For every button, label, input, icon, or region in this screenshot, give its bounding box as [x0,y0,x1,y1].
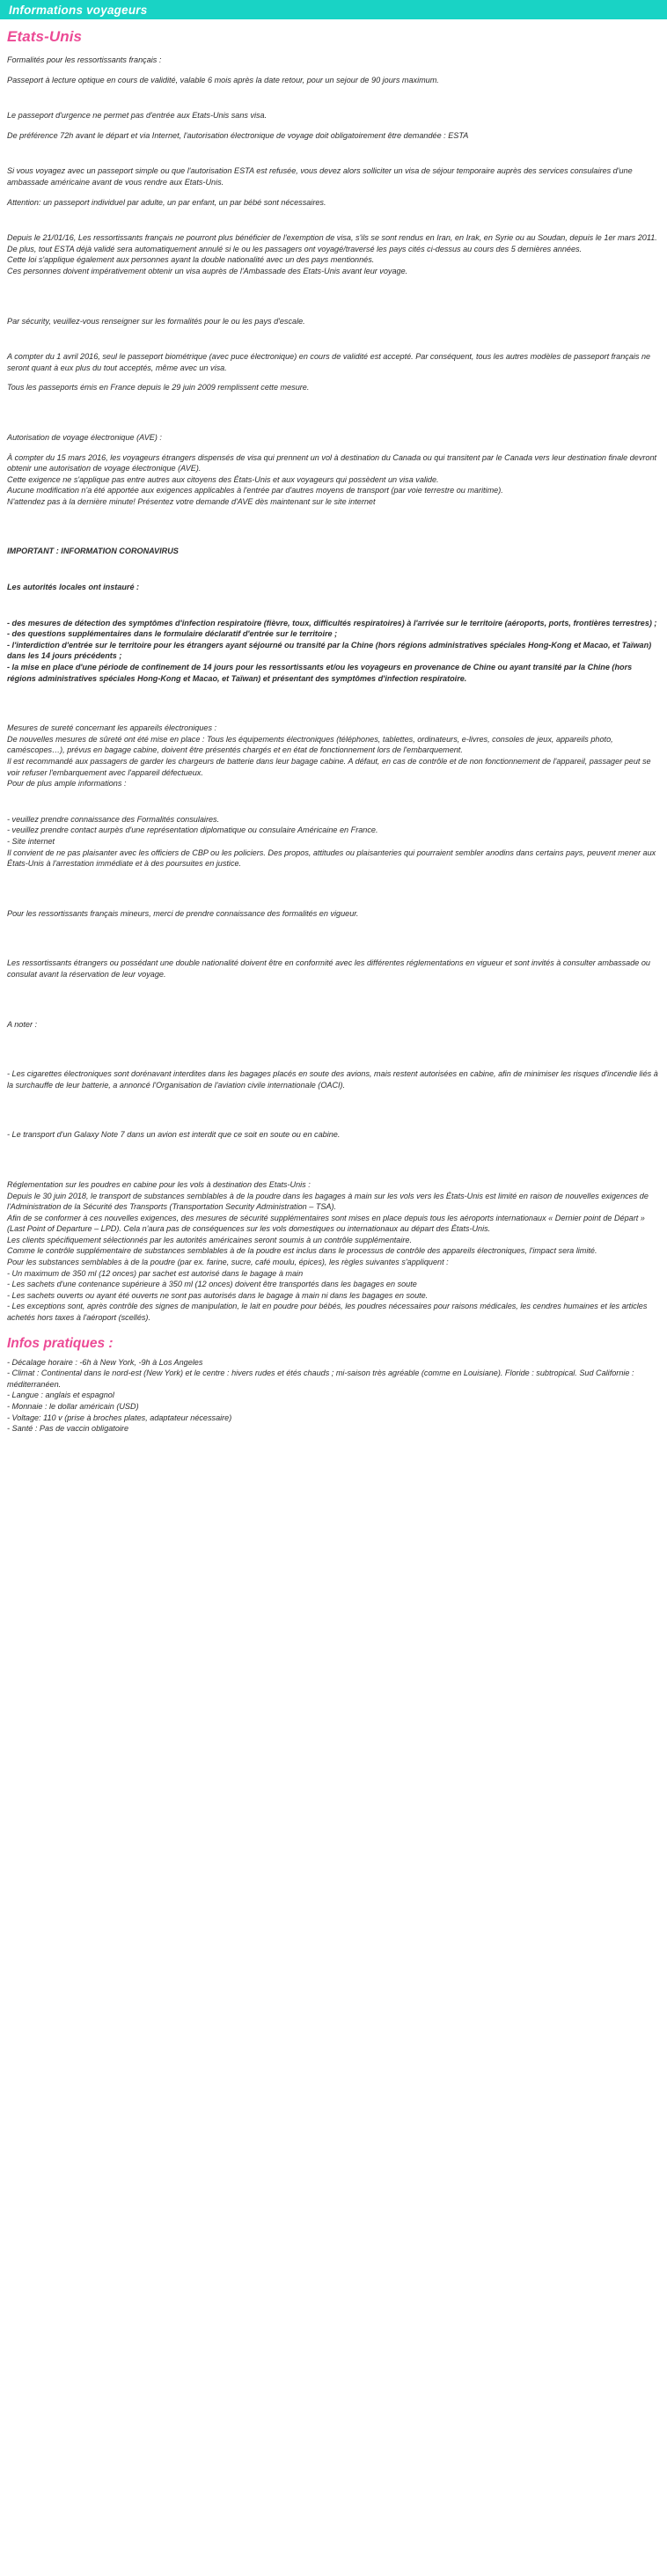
paragraph: Les clients spécifiquement sélectionnés par les autorités américaines seront soumis à un contrôle supplémentaire. [7,1235,412,1244]
paragraph: Mesures de sureté concernant les appareils électroniques : [7,723,217,733]
paragraph: - des questions supplémentaires dans le formulaire déclaratif d'entrée sur le territoire ; [7,629,338,639]
paragraph: De plus, tout ESTA déjà validé sera automatiquement annulé si le ou les passagers ont voyagé/traversé les pays cités ci-dessus au cours des 5 dernières années. [7,244,583,253]
paragraph: À compter du 15 mars 2016, les voyageurs étrangers dispensés de visa qui prennent un vol à destination du Canada ou qui transitent par le Canada vers leur destination finale devront obtenir une autorisation de voyage électronique (AVE). [7,452,657,473]
paragraph: - Site internet [7,836,55,846]
paragraph: - Les sachets ouverts ou ayant été ouverts ne sont pas autorisés dans le bagage à main ni dans les bagages en soute. [7,1290,429,1300]
paragraph: Depuis le 30 juin 2018, le transport de substances semblables à de la poudre dans les bagages à main sur les vols vers les États-Unis est limité en raison de nouvelles exigences de l'Administration de la Sécurité des Transports (Transportation Security Administration – TSA). [7,1191,649,1212]
paragraph: De nouvelles mesures de sûreté ont été mise en place : Tous les équipements électroniques (téléphones, tablettes, ordinateurs, e-livres, consoles de jeux, appareils photo, caméscopes…), prévus en bagage cabine, doivent être présentés chargés et en état de fonctionnement lors de l'embarquement. [7,734,613,755]
paragraph: Ces personnes doivent impérativement obtenir un visa auprès de l'Ambassade des Etats-Unis avant leur voyage. [7,266,408,275]
paragraph: - des mesures de détection des symptômes d'infection respiratoire (fièvre, toux, difficultés respiratoires) à l'arrivée sur le territoire (aéroports, ports, frontières terrestres) ; [7,618,657,627]
paragraph: - la mise en place d'une période de confinement de 14 jours pour les ressortissants et/ou les voyageurs en provenance de Chine ou ayant transité par la Chine (hors régions administratives spéciales Hong-Kong et Macao, et Taïwan) et présentant des symptômes d'infection respiratoire. [7,663,633,683]
paragraph: Afin de se conformer à ces nouvelles exigences, des mesures de sécurité supplémentaires sont mises en place depuis tous les aéroports internationaux « Dernier point de Départ » (Last Point of Departure – LPD). Cela n'aura pas de conséquences sur les vols domestiques ou internationaux au départ des États-Unis. [7,1213,645,1234]
paragraph: Depuis le 21/01/16, Les ressortissants français ne pourront plus bénéficier de l'exemption de visa, s'ils se sont rendus en Iran, en Irak, en Syrie ou au Soudan, depuis le 1er mars 2011. [7,233,657,243]
paragraph: De préférence 72h avant le départ et via Internet, l'autorisation électronique de voyage doit obligatoirement être demandée : ESTA [7,130,469,140]
paragraph: - l'interdiction d'entrée sur le territoire pour les étrangers ayant séjourné ou transité par la Chine (hors régions administratives spéciales Hong-Kong et Macao, et Taïwan) dans les 14 jours précédents ; [7,640,652,661]
paragraph: Pour de plus ample informations : [7,779,127,789]
paragraph: A noter : [7,1019,38,1029]
paragraph: Autorisation de voyage électronique (AVE) : [7,432,162,442]
paragraph: Les ressortissants étrangers ou possédant une double nationalité doivent être en conformité avec les différentes réglementations en vigueur et sont invités à consulter ambassade ou consulat avant la réservation de leur voyage. [7,958,650,979]
paragraph: Comme le contrôle supplémentaire de substances semblables à de la poudre est inclus dans le processus de contrôle des appareils électroniques, l'impact sera limité. [7,1246,597,1256]
paragraph: IMPORTANT : INFORMATION CORONAVIRUS [7,547,179,556]
paragraph: - veuillez prendre contact aurpès d'une représentation diplomatique ou consulaire Américaine en France. [7,826,378,835]
paragraph: Passeport à lecture optique en cours de validité, valable 6 mois après la date retour, pour un sejour de 90 jours maximum. [7,75,439,84]
info-line: - Santé : Pas de vaccin obligatoire [7,1424,129,1434]
paragraph: Pour les ressortissants français mineurs, merci de prendre connaissance des formalités en vigueur. [7,908,359,918]
info-line: - Décalage horaire : -6h à New York, -9h à Los Angeles [7,1357,203,1367]
section-title-infos-pratiques: Infos pratiques : [7,1335,114,1351]
info-line: - Langue : anglais et espagnol [7,1391,114,1400]
document-content [0,19,667,1435]
paragraph: Le passeport d'urgence ne permet pas d'entrée aux Etats-Unis sans visa. [7,111,268,121]
paragraph: Aucune modification n'a été apportée aux exigences applicables à l'entrée par d'autres moyens de transport (par voie terrestre ou maritime). [7,486,503,495]
paragraph: Tous les passeports émis en France depuis le 29 juin 2009 remplissent cette mesure. [7,383,310,393]
paragraph: Cette loi s'applique également aux personnes ayant la double nationalité avec un des pays mentionnés. [7,255,375,265]
paragraph: Réglementation sur les poudres en cabine pour les vols à destination des Etats-Unis : [7,1179,311,1189]
paragraph: - Les sachets d'une contenance supérieure à 350 ml (12 onces) doivent être transportés dans les bagages en soute [7,1280,417,1289]
paragraph: - Un maximum de 350 ml (12 onces) par sachet est autorisé dans le bagage à main [7,1268,304,1278]
paragraph: - Les exceptions sont, après contrôle des signes de manipulation, le lait en poudre pour bébés, les poudres nécessaires pour raisons médicales, les cendres humaines et les articles achetés hors taxes à l'aéroport (scellés). [7,1302,648,1323]
paragraph: A compter du 1 avril 2016, seul le passeport biométrique (avec puce électronique) en cours de validité est accepté. Par conséquent, tous les autres modèles de passeport français ne seront quant à eux plus du tout acceptés, même avec un visa. [7,352,651,372]
formalities-body [7,55,660,1324]
paragraph: Formalités pour les ressortissants français : [7,55,162,64]
info-line: - Climat : Continental dans le nord-est (New York) et le centre : hivers rudes et étés chauds ; mi-saison très agréable (comme en Louisiane). Floride : subtropical. Sud Californie : méditerranéen. [7,1369,634,1389]
info-line: - Voltage: 110 v (prise à broches plates, adaptateur nécessaire) [7,1413,232,1422]
paragraph: Par sécurity, veuillez-vous renseigner sur les formalités pour le ou les pays d'escale. [7,316,305,326]
infos-pratiques-list [7,1357,660,1435]
paragraph: - Le transport d'un Galaxy Note 7 dans un avion est interdit que ce soit en soute ou en cabine. [7,1130,341,1140]
banner-title: Informations voyageurs [9,3,148,17]
info-line: - Monnaie : le dollar américain (USD) [7,1402,139,1411]
paragraph: N'attendez pas à la dernière minute! Présentez votre demande d'AVE dès maintenant sur le site internet [7,496,376,506]
paragraph: Les autorités locales ont instauré : [7,583,140,592]
paragraph: Attention: un passeport individuel par adulte, un par enfant, un par bébé sont nécessaires. [7,197,326,207]
page-banner [0,0,667,19]
paragraph: Il est recommandé aux passagers de garder les chargeurs de batterie dans leur bagage cabine. A défaut, en cas de contrôle et de non fonctionnement de l'appareil, passager peut se voir refuser l'embarquement avec l'appareil défectueux. [7,757,651,777]
paragraph: Il convient de ne pas plaisanter avec les officiers de CBP ou les policiers. Des propos, attitudes ou plaisanteries qui pourraient sembler anodins dans certains pays, peuvent mener aux États-Unis à l'arrestation immédiate et à des poursuites en justice. [7,848,656,869]
paragraph: Cette exigence ne s'applique pas entre autres aux citoyens des États-Unis et aux voyageurs qui possèdent un visa valide. [7,474,439,484]
paragraph: Pour les substances semblables à de la poudre (par ex. farine, sucre, café moulu, épices), les règles suivantes s'appliquent : [7,1258,449,1267]
paragraph: - veuillez prendre connaissance des Formalités consulaires. [7,814,220,824]
paragraph: Si vous voyagez avec un passeport simple ou que l'autorisation ESTA est refusée, vous devez alors solliciter un visa de séjour temporaire auprès des services consulaires d'une ambassade américaine avant de vous rendre aux Etats-Unis. [7,166,633,187]
page-title: Etats-Unis [7,28,83,45]
paragraph: - Les cigarettes électroniques sont dorénavant interdites dans les bagages placés en soute des avions, mais restent autorisées en cabine, afin de minimiser les risques d'incendie liés à la surchauffe de leur batterie, a annoncé l'Organisation de l'aviation civile internationale (OACI). [7,1069,658,1090]
